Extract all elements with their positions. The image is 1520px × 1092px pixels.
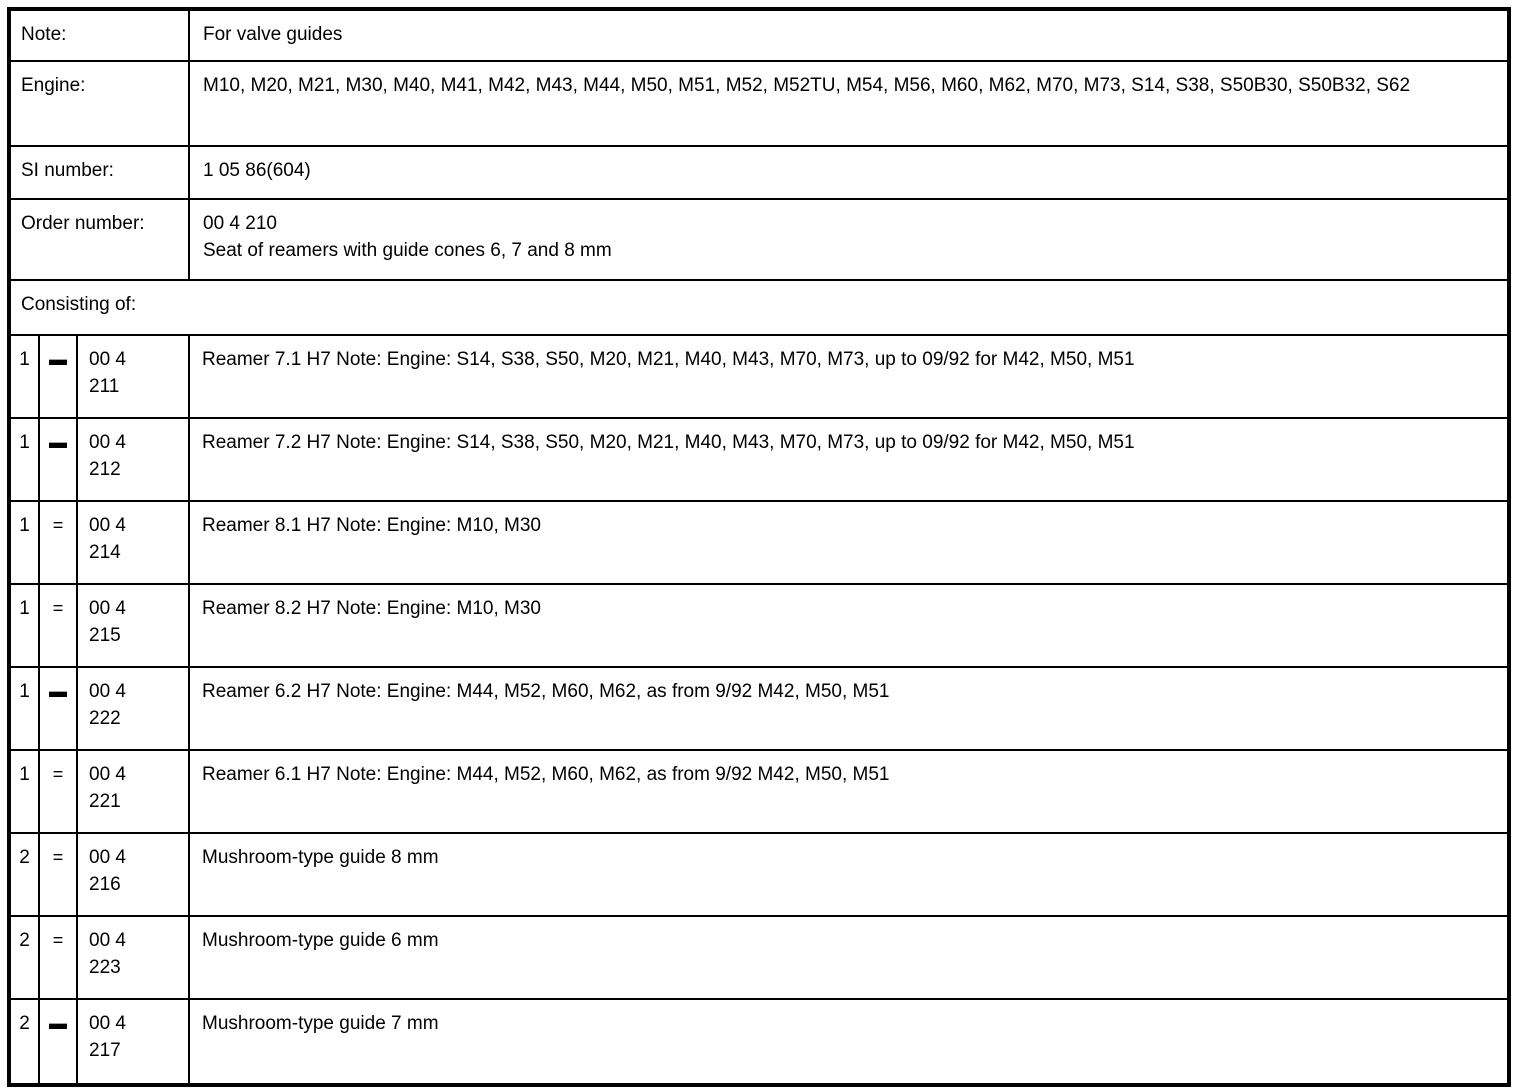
item-part-number: 00 4 212 bbox=[78, 419, 190, 500]
note-value: For valve guides bbox=[203, 24, 343, 45]
item-part-number: 00 4 215 bbox=[78, 585, 190, 666]
item-equals-symbol: ▬ bbox=[40, 336, 78, 417]
table-row bbox=[11, 668, 1507, 751]
order-number-description: Seat of reamers with guide cones 6, 7 and 8 mm bbox=[203, 240, 612, 261]
item-part-number: 00 4 216 bbox=[78, 834, 190, 915]
item-qty: 1 bbox=[11, 419, 40, 500]
item-qty: 1 bbox=[11, 502, 40, 583]
si-number-label: SI number: bbox=[11, 147, 190, 198]
info-row-si-number bbox=[11, 147, 1507, 200]
section-header-row bbox=[11, 281, 1507, 336]
table-row bbox=[11, 502, 1507, 585]
item-part-number: 00 4 221 bbox=[78, 751, 190, 832]
item-description: Reamer 8.1 H7 Note: Engine: M10, M30 bbox=[202, 515, 542, 536]
item-part-number: 00 4 214 bbox=[78, 502, 190, 583]
item-qty: 1 bbox=[11, 585, 40, 666]
table-row bbox=[11, 1000, 1507, 1083]
table-row bbox=[11, 419, 1507, 502]
table-row bbox=[11, 585, 1507, 668]
table-row bbox=[11, 751, 1507, 834]
item-qty: 2 bbox=[11, 917, 40, 998]
item-equals-symbol: = bbox=[40, 751, 78, 832]
item-description: Reamer 6.2 H7 Note: Engine: M44, M52, M60, M62, as from 9/92 M42, M50, M51 bbox=[202, 681, 890, 702]
item-part-number: 00 4 222 bbox=[78, 668, 190, 749]
note-label: Note: bbox=[11, 11, 190, 60]
order-number-code: 00 4 210 bbox=[203, 213, 277, 234]
table-row bbox=[11, 336, 1507, 419]
engine-label: Engine: bbox=[11, 62, 190, 145]
table-row bbox=[11, 834, 1507, 917]
item-qty: 1 bbox=[11, 751, 40, 832]
item-description: Mushroom-type guide 6 mm bbox=[202, 930, 439, 951]
item-qty: 1 bbox=[11, 336, 40, 417]
info-row-note bbox=[11, 11, 1507, 62]
item-part-number: 00 4 211 bbox=[78, 336, 190, 417]
item-qty: 2 bbox=[11, 1000, 40, 1083]
order-number-value bbox=[190, 200, 1507, 279]
si-number-value: 1 05 86(604) bbox=[203, 160, 311, 181]
item-equals-symbol: = bbox=[40, 834, 78, 915]
item-equals-symbol: ▬ bbox=[40, 1000, 78, 1083]
item-equals-symbol: = bbox=[40, 917, 78, 998]
item-qty: 2 bbox=[11, 834, 40, 915]
item-description: Reamer 7.2 H7 Note: Engine: S14, S38, S50, M20, M21, M40, M43, M70, M73, up to 09/92 for M42, M50, M51 bbox=[202, 432, 1135, 453]
item-qty: 1 bbox=[11, 668, 40, 749]
item-part-number: 00 4 223 bbox=[78, 917, 190, 998]
item-description: Mushroom-type guide 7 mm bbox=[202, 1013, 439, 1034]
item-part-number: 00 4 217 bbox=[78, 1000, 190, 1083]
item-description: Reamer 8.2 H7 Note: Engine: M10, M30 bbox=[202, 598, 542, 619]
engine-value: M10, M20, M21, M30, M40, M41, M42, M43, M44, M50, M51, M52, M52TU, M54, M56, M60, M62, M70, M73, S14, S38, S50B30, S50B32, S62 bbox=[203, 75, 1411, 96]
info-row-order-number bbox=[11, 200, 1507, 281]
item-equals-symbol: = bbox=[40, 502, 78, 583]
item-equals-symbol: ▬ bbox=[40, 419, 78, 500]
order-number-label: Order number: bbox=[11, 200, 190, 279]
info-row-engine bbox=[11, 62, 1507, 147]
item-equals-symbol: = bbox=[40, 585, 78, 666]
item-description: Reamer 6.1 H7 Note: Engine: M44, M52, M60, M62, as from 9/92 M42, M50, M51 bbox=[202, 764, 890, 785]
item-description: Reamer 7.1 H7 Note: Engine: S14, S38, S50, M20, M21, M40, M43, M70, M73, up to 09/92 for M42, M50, M51 bbox=[202, 349, 1135, 370]
table-row bbox=[11, 917, 1507, 1000]
service-info-table bbox=[7, 7, 1511, 1087]
item-description: Mushroom-type guide 8 mm bbox=[202, 847, 439, 868]
item-equals-symbol: ▬ bbox=[40, 668, 78, 749]
section-header-label: Consisting of: bbox=[21, 294, 137, 315]
